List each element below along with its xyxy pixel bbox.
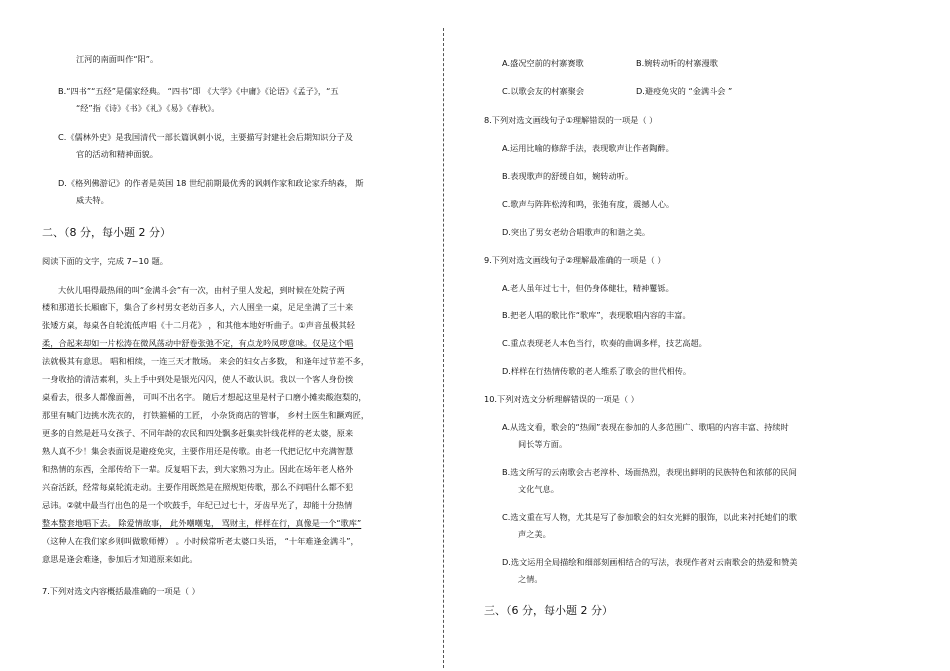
- q10-option-c-cont: 声之美。: [518, 529, 551, 539]
- instruction: 阅读下面的文字，完成 7~10 题。: [42, 256, 168, 266]
- q10-option-d-cont: 之情。: [518, 574, 543, 584]
- q7-option-b: B.婉转动听的村寨漫歌: [636, 58, 718, 68]
- q9-option-a: A.老人虽年过七十，但仍身体健壮，精神矍铄。: [502, 283, 674, 293]
- q10-option-b: B.选文所写的云南歌会古老淳朴、场面热烈，表现出鲜明的民族特色和浓郁的民间: [502, 467, 797, 477]
- option-c: C.《儒林外史》是我国清代一部长篇讽刺小说，主要描写封建社会后期知识分子及: [58, 132, 353, 142]
- q7-option-a: A.盛况空前的村寨赛歌: [502, 58, 584, 68]
- question-9: 9.下列对选文画线句子②理解最准确的一项是（ ）: [484, 255, 666, 265]
- q10-option-d: D.选文运用全局描绘和细部刻画相结合的写法，表现作者对云南歌会的热爱和赞美: [502, 557, 798, 567]
- text-line: “经”指《诗》《书》《礼》《易》《春秋》。: [76, 103, 220, 113]
- q8-option-b: B.表现歌声的舒缓自如，婉转动听。: [502, 171, 634, 181]
- passage-line: 法就极其有意思。 唱和相续，一连三天才散场。 来会的妇女占多数， 和逢年过节差不多，: [42, 356, 370, 366]
- q10-option-c: C.选文重在写人物，尤其是写了参加歌会的妇女光鲜的服饰，以此来衬托她们的歌: [502, 512, 797, 522]
- passage-line: 那里有喊门边挑水洗衣的， 打铁箍桶的工匠， 小杂货商店的管事， 乡村土医生和蹶鸡匠，: [42, 410, 370, 420]
- text-line: 官的活动和精神面貌。: [76, 149, 158, 159]
- passage-line: 桌看去，很多人都像面善， 可叫不出名字。 随后才想起这里是村子口磨小摊卖酸泡梨的，: [42, 392, 367, 402]
- passage-line: 兴奋活跃，经常每桌轮流走动。主要作用既然是在照规矩传歌，那么不问唱什么都不犯: [42, 482, 354, 492]
- passage-line: 张矮方桌，每桌各自轮流低声唱《十二月花》 ，和其他本地好听曲子。①声音虽极其轻: [42, 320, 355, 330]
- q7-option-c: C.以歌会友的村寨聚会: [502, 86, 585, 96]
- passage-line: （这种人在我们家乡则叫做歌师傅） 。小时候常听老太婆口头语， “十年难逢金满斗”，: [42, 536, 359, 546]
- passage-line: 和热情的东西，全部传给下一辈。反复唱下去，到大家熟习为止。因此在场年老人格外: [42, 464, 354, 474]
- q10-option-b-cont: 文化气息。: [518, 484, 559, 494]
- passage-line: 熟人真不少！集会表面说是避疫免灾，主要作用还是传歌。由老一代把记忆中充满智慧: [42, 446, 354, 456]
- q8-option-d: D.突出了男女老幼合唱歌声的和谐之美。: [502, 227, 651, 237]
- section-heading: 二、（8 分，每小题 2 分）: [42, 226, 171, 239]
- q10-option-a-cont: 间长等方面。: [518, 439, 568, 449]
- question-8: 8.下列对选文画线句子①理解错误的一项是（ ）: [484, 115, 658, 125]
- option-b: B.“四书”“五经”是儒家经典。 “四书”即 《大学》《中庸》《论语》《孟子》，“五: [58, 86, 339, 96]
- q9-option-b: B.把老人唱的歌比作“歌库”，表现歌唱内容的丰富。: [502, 310, 691, 320]
- text-line: 威夫特。: [76, 195, 109, 205]
- passage-line: 意思是逢会难逢，参加后才知道原来如此。: [42, 554, 198, 564]
- option-d: D.《格列佛游记》的作者是英国 18 世纪前期最优秀的讽刺作家和政论家乔纳森， 斯: [58, 178, 364, 188]
- q10-option-a: A.从选文看，歌会的“热闹”表现在参加的人多范围广、歌唱的内容丰富、持续时: [502, 422, 789, 432]
- q9-option-d: D.样样在行热情传歌的老人维系了歌会的世代相传。: [502, 366, 692, 376]
- passage-line: 一身收拾的清洁素利，头上手中到处是银光闪闪，使人不敢认识。我以一个客人身份挨: [42, 374, 354, 384]
- section-heading-3: 三、（6 分，每小题 2 分）: [484, 604, 613, 617]
- underlined-sentence-2: 整本整套地唱下去。 除爱情故事， 此外嘲嘲鬼， 骂财主，样样在行，真像是一个“歌库”: [42, 518, 362, 528]
- q8-option-c: C.歌声与阵阵松涛和鸣，张弛有度，震撼人心。: [502, 199, 675, 209]
- passage-line: 更多的自然是赶马女孩子、不同年龄的农民和四处飘多赶集卖针线花样的老太婆，原来: [42, 428, 354, 438]
- text-line: 江河的南面叫作“阳”。: [76, 54, 159, 64]
- passage-line: 大伙儿唱得最热闹的叫“金满斗会”有一次，由村子里人发起，到时候在处院子两: [58, 285, 345, 295]
- q9-option-c: C.重点表现老人本色当行，吹奏的曲调多样，技艺高超。: [502, 338, 707, 348]
- passage-line: 忌讳。②就中最当行出色的是一个吹鼓手，年纪已过七十，牙齿早光了，却能十分热情: [42, 500, 353, 510]
- question-7: 7.下列对选文内容概括最准确的一项是（ ）: [42, 586, 200, 596]
- q7-option-d: D.避疫免灾的 “金满斗会 ”: [636, 86, 733, 96]
- column-divider: [443, 28, 444, 668]
- underlined-sentence-1: 柔，合起来却如一片松涛在微风荡动中舒卷张弛不定，有点龙吟凤哕意味。仅是这个唱: [42, 338, 354, 348]
- q8-option-a: A.运用比喻的修辞手法，表现歌声让作者陶醉。: [502, 143, 674, 153]
- question-10: 10.下列对选文分析理解错误的一项是（ ）: [484, 394, 639, 404]
- passage-line: 楼和那道长长厢廊下，集合了乡村男女老幼百多人，六人围坐一桌，足足坐满了三十来: [42, 302, 354, 312]
